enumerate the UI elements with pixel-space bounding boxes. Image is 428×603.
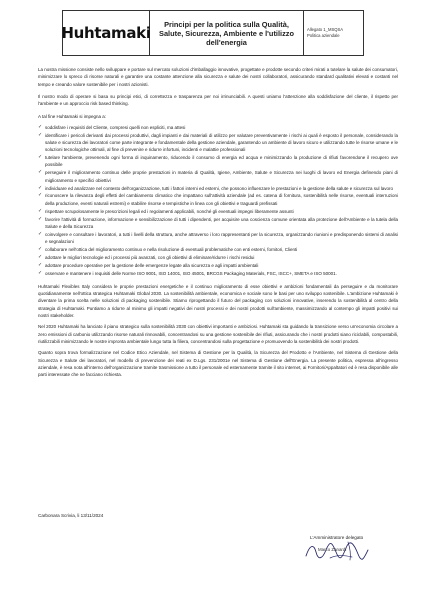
checkmark-icon: ✓ bbox=[38, 184, 43, 191]
list-item-text: perseguire il miglioramento continuo delle proprie prestazioni in materia di Qualità, Igiene, Ambiente, Salute e Sicurezza nei luoghi di lavoro ed Energia definendo piani di miglioramento e specifici obiettivi bbox=[45, 170, 398, 183]
checkmark-icon: ✓ bbox=[38, 131, 43, 138]
checkmark-icon: ✓ bbox=[38, 215, 43, 222]
list-item bbox=[38, 192, 398, 207]
list-item-text: tutelare l'ambiente, prevenendo ogni forma di inquinamento, riducendo il consumo di energia ed acqua e minimizzando la produzione di rifiuti favorendone il recupero ove possibile bbox=[45, 155, 398, 168]
list-item-text: adottare le migliori tecnologie ed i processi più avanzati, con gli obiettivi di eliminare/ridurre i rischi residui bbox=[45, 254, 255, 260]
checkmark-icon: ✓ bbox=[38, 207, 43, 214]
commitments-lead: A tal fine Huhtamaki si impegna a: bbox=[38, 114, 107, 120]
list-item bbox=[38, 262, 398, 269]
list-item-text: rispettare scrupolosamente le prescrizioni legali ed i regolamenti applicabili, nonché gli eventuali impegni liberamente assunti bbox=[45, 208, 294, 214]
list-item-text: osservare e mantenere i requisiti delle Norme ISO 9001, ISO 14001, ISO 45001, BRCGS Packaging Materials, FSC, ISCC+, SMETA e ISO 50001. bbox=[45, 270, 337, 276]
attachment-code: Allegato 1_MSQSA bbox=[307, 27, 344, 32]
checkmark-icon: ✓ bbox=[38, 245, 43, 252]
checkmark-icon: ✓ bbox=[38, 123, 43, 130]
list-item-text: riconoscere la rilevanza degli effetti del cambiamento climatico che impattano sull'attività aziendale (ad es. catena di fornitura, sostenibilità nelle risorse, eventuali interruzioni della produzione, eventi naturali estremi) e stabilire risorse e tempistiche in linea con gli obiettivi e traguardi prefissati bbox=[45, 193, 398, 206]
list-item-text: individuare ed analizzare nel contesto dell'organizzazione, tutti i fattori interni ed esterni, che possono influenzare le prestazioni e la gestione della salute e sicurezza sul lavoro bbox=[45, 185, 394, 191]
list-item bbox=[38, 246, 398, 253]
list-item-text: coinvolgere e consultare i lavoratori, a tutti i livelli della struttura, anche attraverso i loro rappresentanti per la sicurezza, organizzando riunioni e predisponendo sistemi di analisi e segnalazioni bbox=[45, 231, 398, 244]
list-item bbox=[38, 169, 398, 184]
list-item bbox=[38, 216, 398, 231]
title-cell bbox=[150, 11, 304, 55]
list-item bbox=[38, 231, 398, 246]
list-item bbox=[38, 132, 398, 154]
checkmark-icon: ✓ bbox=[38, 192, 43, 199]
list-item bbox=[38, 185, 398, 192]
huhtamaki-logo: Huhtamaki bbox=[61, 24, 151, 42]
document-body bbox=[38, 66, 398, 382]
document-title bbox=[159, 20, 294, 47]
meta-cell bbox=[304, 11, 363, 55]
title-line-1: Principi per la politica sulla Qualità, bbox=[164, 19, 289, 29]
checkmark-icon: ✓ bbox=[38, 230, 43, 237]
list-item bbox=[38, 270, 398, 277]
title-line-3: dell'energia bbox=[206, 37, 247, 47]
list-item-text: adottare procedure operative per la gestione delle emergenze legate alla sicurezza e agli impatti ambientali bbox=[45, 262, 259, 268]
intro-paragraph-2: Il nostro modo di operare si basa su principi etici, di correttezza e trasparenza per noi irrinunciabili. A questi uniamo l'attenzione alla soddisfazione del cliente, il rispetto per l'ambiente e un approccio risk based thinking. bbox=[38, 93, 398, 107]
list-item bbox=[38, 208, 398, 215]
handwritten-signature bbox=[300, 538, 370, 564]
checkmark-icon: ✓ bbox=[38, 261, 43, 268]
document-header bbox=[62, 10, 364, 56]
sustainability-paragraph: Nel 2020 Huhtamaki ha lanciato il piano strategico sulla sostenibilità 2030 con obiettivi importanti e ambiziosi. Huhtamaki sta guidando la transizione verso un'economia circolare a zero emissioni di carbonio utilizzando risorse naturali rinnovabili, concentrandosi su una gestione sostenibile dei rifiuti, assicurando che i nostri prodotti siano riciclabili, compostabili, riutilizzabili minimizzando le nostre impronta ambientale lungo tutta la filiera, concentrandosi sulla progettazione e promuovendo la sostenibilità dei nostri prodotti. bbox=[38, 324, 398, 344]
commitments-list bbox=[38, 124, 398, 277]
list-item-text: soddisfare i requisiti del Cliente, compresi quelli non espliciti, ma attesi bbox=[45, 124, 186, 130]
checkmark-icon: ✓ bbox=[38, 169, 43, 176]
list-item-text: identificare i pericoli derivanti dai processi produttivi, dagli impianti e dai materiali di utilizzo per valutare preventivamente i rischi ai quali è esposto il personale, considerando la salute e sicurezza dei lavoratori come parte integrante e fondamentale della gestione aziendale, garantendo un ambiente di lavoro sicuro e utilizzando tutte le risorse umane e le soluzioni tecnologiche ottimali, al fine di prevenire e ridurre infortuni, incidenti e malattie professionali bbox=[45, 132, 398, 153]
list-item-text: collaborare nell'ottica del miglioramento continuo e nella risoluzione di eventuali problematiche con enti esterni, fornitori, Clienti bbox=[45, 246, 298, 252]
formalization-paragraph: Quanto sopra trova formalizzazione nel Codice Etico Aziendale, nel Sistema di Gestione per la Qualità, la Sicurezza del Prodotto e l'Ambiente, nel Sistema di Gestione della Sicurezza e Salute dei lavoratori, nel modello di prevenzione dei reati ex D.Lgs. 231/2001e nel Sistema di Gestione dell'Energia. La presente politica, espressa all'ingresso aziendale, è resa nota all'interno dell'organizzazione tramite trasmissione a tutto il personale ed esternamente tramite il sito internet, ai Fornitori/Appaltatori ed è resa disponibile alle parti interessate che ne facciano richiesta. bbox=[38, 350, 398, 378]
list-item bbox=[38, 124, 398, 131]
list-item bbox=[38, 154, 398, 169]
document-date: Carbonara Scrivia, li 13/11/2024 bbox=[38, 513, 104, 518]
checkmark-icon: ✓ bbox=[38, 269, 43, 276]
logo-cell bbox=[63, 11, 150, 55]
checkmark-icon: ✓ bbox=[38, 154, 43, 161]
energy-paragraph: Huhtamaki Flexibles Italy considera le proprie prestazioni energetiche e il continuo miglioramento di esse obiettivi e ambizioni fondamentali da perseguire e da monitorare quotidianamente nell'ottica strategica Huhtamaki Global 2030. La sostenibilità ambientale, economica e sociale sono le basi per uno sviluppo sostenibile. L'ambizione Huhtamaki è diventare la prima scelta nelle soluzioni di packaging sostenibile. Stiamo riprogettando il futuro del packaging con soluzioni innovative, inserendo la sostenibilità al centro della strategia di Huhtamaki. Puntiamo a ridurre al minimo gli impatti negativi dei nostri processi e dei nostri prodotti sull'ambiente, massimizzando al contempo gli impatti positivi sui nostri stakeholder. bbox=[38, 283, 398, 319]
checkmark-icon: ✓ bbox=[38, 253, 43, 260]
list-item-text: favorire l'attività di formazione, informazione e sensibilizzazione di tutti i dipendenti, per acquisire una coscienza comune orientata alla protezione dell'Ambiente e la tutela della Salute e della Sicurezza bbox=[45, 216, 398, 229]
title-line-2: Salute, Sicurezza, Ambiente e l'utilizzo bbox=[159, 28, 294, 38]
signatory-role: L'Amministratore delegato bbox=[310, 535, 364, 540]
signatory-name: Marco Zanardi bbox=[318, 547, 347, 552]
list-item bbox=[38, 254, 398, 261]
document-type: Politica aziendale bbox=[307, 33, 340, 38]
intro-paragraph-1: La nostra missione consiste nello sviluppare e portare sul mercato soluzioni d'imballaggio innovative, progettate e prodotte secondo criteri mirati a tutelare la salute dei consumatori, minimizzare lo spreco di risorse naturali e garantire una costante attenzione alla sicurezza e salute dei nostri collaboratori, assicurando standard qualitativi elevati e costanti nel tempo e creando valore sostenibile per i nostri azionisti. bbox=[38, 67, 398, 87]
